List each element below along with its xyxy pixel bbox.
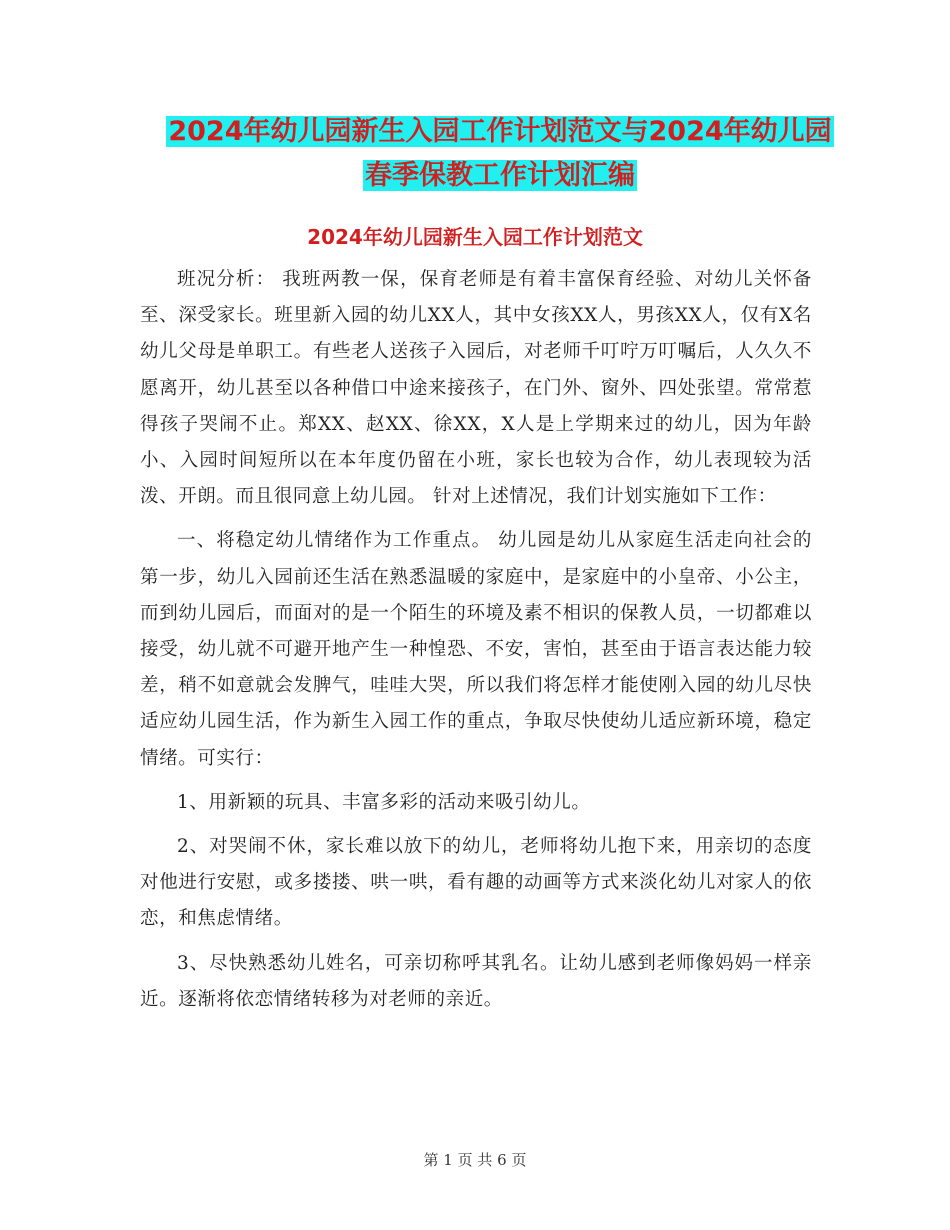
page-number-footer: 第 1 页 共 6 页 [423,1151,527,1169]
document-title-line1: 2024年幼儿园新生入园工作计划范文与2024年幼儿园 [168,116,832,147]
document-body [140,262,812,1022]
paragraph-item-2: 2、对哭闹不休，家长难以放下的幼儿，老师将幼儿抱下来，用亲切的态度对他进行安慰，或多搂搂、哄一哄，看有趣的动画等方式来淡化幼儿对家人的依恋，和焦虑情绪。 [140,836,812,930]
document-title [140,110,860,198]
paragraph-item-3: 3、尽快熟悉幼儿姓名，可亲切称呼其乳名。让幼儿感到老师像妈妈一样亲近。逐渐将依恋情绪转移为对老师的亲近。 [140,952,812,1010]
paragraph-class-analysis: 班况分析： 我班两教一保，保育老师是有着丰富保育经验、对幼儿关怀备至、深受家长。班里新入园的幼儿XX人，其中女孩XX人，男孩XX人，仅有X名幼儿父母是单职工。有些老人送孩子入园后，对老师千叮咛万叮嘱后，人久久不愿离开，幼儿甚至以各种借口中途来接孩子，在门外、窗外、四处张望。常常惹得孩子哭闹不止。郑XX、赵XX、徐XX，X人是上学期来过的幼儿，因为年龄小、入园时间短所以在本年度仍留在小班，家长也较为合作，幼儿表现较为活泼、开朗。而且很同意上幼儿园。 针对上述情况，我们计划实施如下工作： [140,269,812,508]
paragraph-item-1: 1、用新颖的玩具、丰富多彩的活动来吸引幼儿。 [177,791,591,813]
section-title: 2024年幼儿园新生入园工作计划范文 [307,225,643,249]
paragraph-emotion-focus: 一、将稳定幼儿情绪作为工作重点。 幼儿园是幼儿从家庭生活走向社会的第一步，幼儿入园前还生活在熟悉温暖的家庭中，是家庭中的小皇帝、小公主，而到幼儿园后，而面对的是一个陌生的环境及素不相识的保教人员，一切都难以接受，幼儿就不可避开地产生一种惶恐、不安，害怕，甚至由于语言表达能力较差，稍不如意就会发脾气，哇哇大哭，所以我们将怎样才能使刚入园的幼儿尽快适应幼儿园生活，作为新生入园工作的重点，争取尽快使幼儿适应新环境，稳定情绪。可实行： [140,530,812,769]
document-title-line2: 春季保教工作计划汇编 [365,160,635,191]
